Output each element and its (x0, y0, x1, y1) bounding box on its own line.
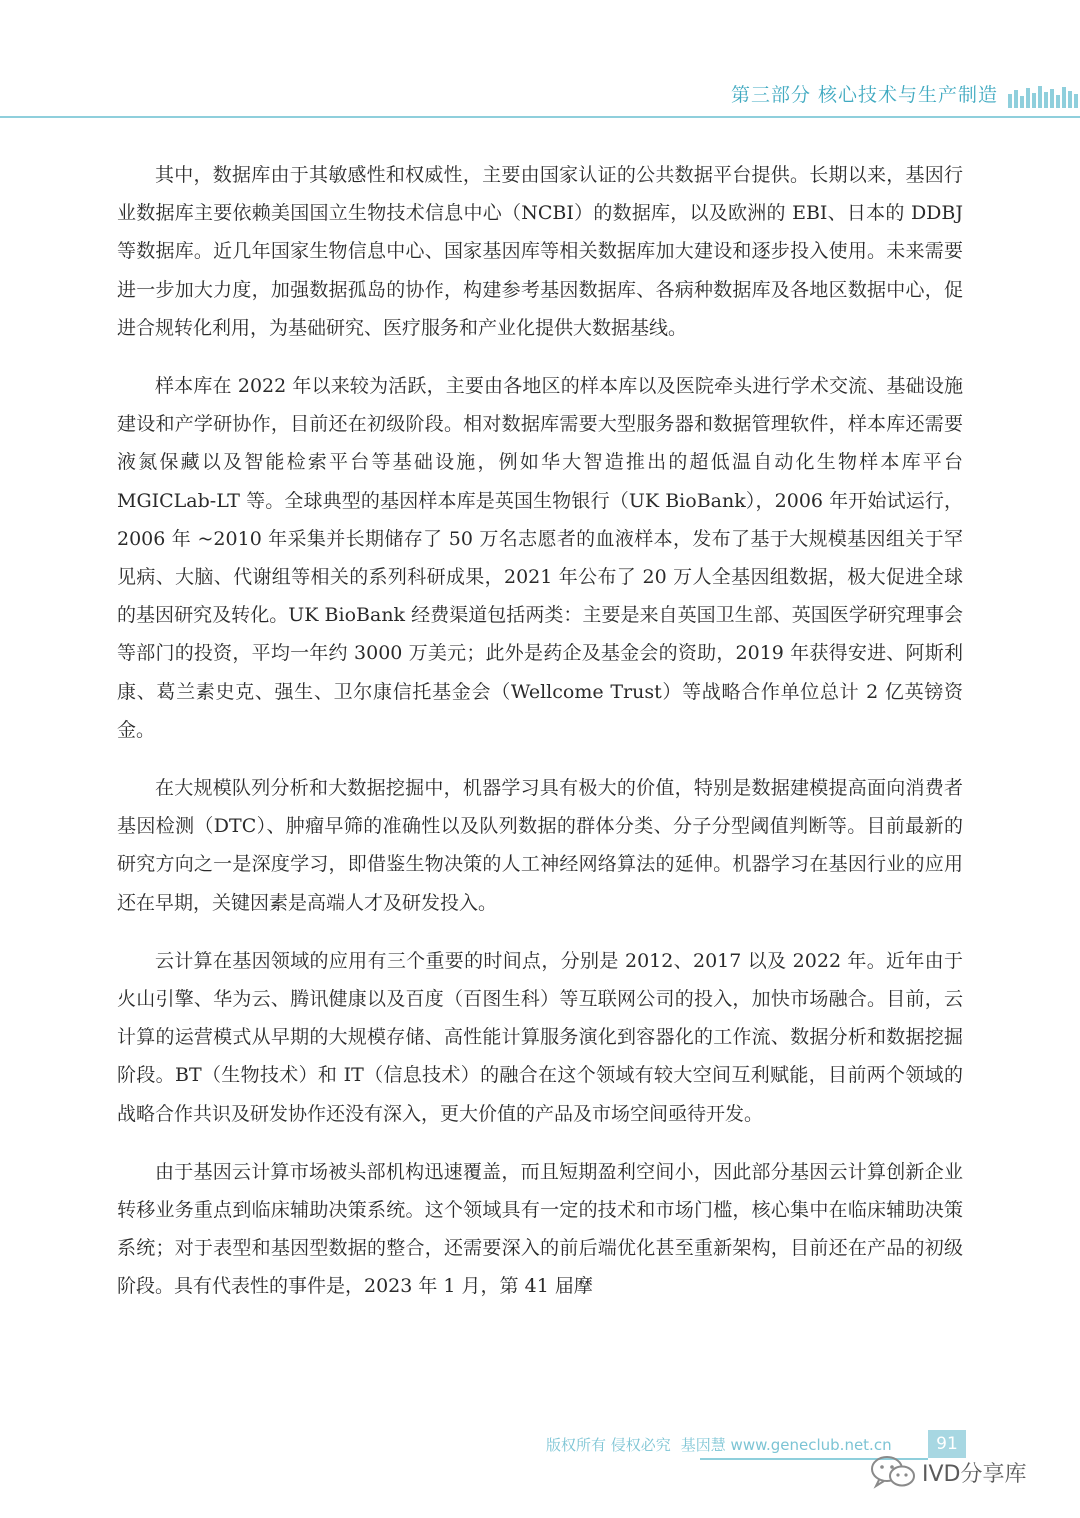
bar-pattern-icon (1008, 84, 1078, 108)
header-rule (0, 116, 1080, 118)
wechat-icon (868, 1454, 918, 1490)
paragraph: 云计算在基因领域的应用有三个重要的时间点，分别是 2012、2017 以及 2022 年。近年由于火山引擎、华为云、腾讯健康以及百度（百图生科）等互联网公司的投入，加快市场融合。目前，云计算的运营模式从早期的大规模存储、高性能计算服务演化到容器化的工作流、数据分析和数据挖掘阶段。BT（生物技术）和 IT（信息技术）的融合在这个领域有较大空间互利赋能，目前两个领域的战略合作共识及研发协作还没有深入，更大价值的产品及市场空间亟待开发。 (117, 949, 963, 1125)
watermark-text: IVD分享库 (922, 1461, 1027, 1487)
copyright-notice: 版权所有 侵权必究 (546, 1436, 671, 1454)
section-title: 第三部分 核心技术与生产制造 (730, 84, 998, 106)
page-number: 91 (928, 1430, 966, 1458)
footer-text (546, 1434, 892, 1455)
paragraph: 其中，数据库由于其敏感性和权威性，主要由国家认证的公共数据平台提供。长期以来，基因行业数据库主要依赖美国国立生物技术信息中心（NCBI）的数据库，以及欧洲的 EBI、日本的 DDBJ 等数据库。近几年国家生物信息中心、国家基因库等相关数据库加大建设和逐步投入使用。未来需要进一步加大力度，加强数据孤岛的协作，构建参考基因数据库、各病种数据库及各地区数据中心，促进合规转化利用，为基础研究、医疗服务和产业化提供大数据基线。 (117, 164, 963, 339)
paragraph: 样本库在 2022 年以来较为活跃，主要由各地区的样本库以及医院牵头进行学术交流、基础设施建设和产学研协作，目前还在初级阶段。相对数据库需要大型服务器和数据管理软件，样本库还需要液氮保藏以及智能检索平台等基础设施，例如华大智造推出的超低温自动化生物样本库平台 MGICLab-LT 等。全球典型的基因样本库是英国生物银行（UK BioBank），2006 年开始试运行，2006 年 ~2010 年采集并长期储存了 50 万名志愿者的血液样本，发布了基于大规模基因组关于罕见病、大脑、代谢组等相关的系列科研成果，2021 年公布了 20 万人全基因组数据，极大促进全球的基因研究及转化。UK BioBank 经费渠道包括两类：主要是来自英国卫生部、英国医学研究理事会等部门的投资，平均一年约 3000 万美元；此外是药企及基金会的资助，2019 年获得安进、阿斯利康、葛兰素史克、强生、卫尔康信托基金会（Wellcome Trust）等战略合作单位总计 2 亿英镑资金。 (117, 375, 963, 741)
article-body (117, 156, 963, 1326)
paragraph: 由于基因云计算市场被头部机构迅速覆盖，而且短期盈利空间小，因此部分基因云计算创新企业转移业务重点到临床辅助决策系统。这个领域具有一定的技术和市场门槛，核心集中在临床辅助决策系统；对于表型和基因型数据的整合，还需要深入的前后端优化甚至重新架构，目前还在产品的初级阶段。具有代表性的事件是，2023 年 1 月，第 41 届摩 (117, 1160, 963, 1298)
site-credit: 基因慧 www.geneclub.net.cn (680, 1436, 892, 1454)
paragraph: 在大规模队列分析和大数据挖掘中，机器学习具有极大的价值，特别是数据建模提高面向消费者基因检测（DTC）、肿瘤早筛的准确性以及队列数据的群体分类、分子分型阈值判断等。目前最新的研究方向之一是深度学习，即借鉴生物决策的人工神经网络算法的延伸。机器学习在基因行业的应用还在早期，关键因素是高端人才及研发投入。 (117, 777, 963, 914)
page-header (0, 70, 1080, 120)
watermark (868, 1454, 1026, 1490)
